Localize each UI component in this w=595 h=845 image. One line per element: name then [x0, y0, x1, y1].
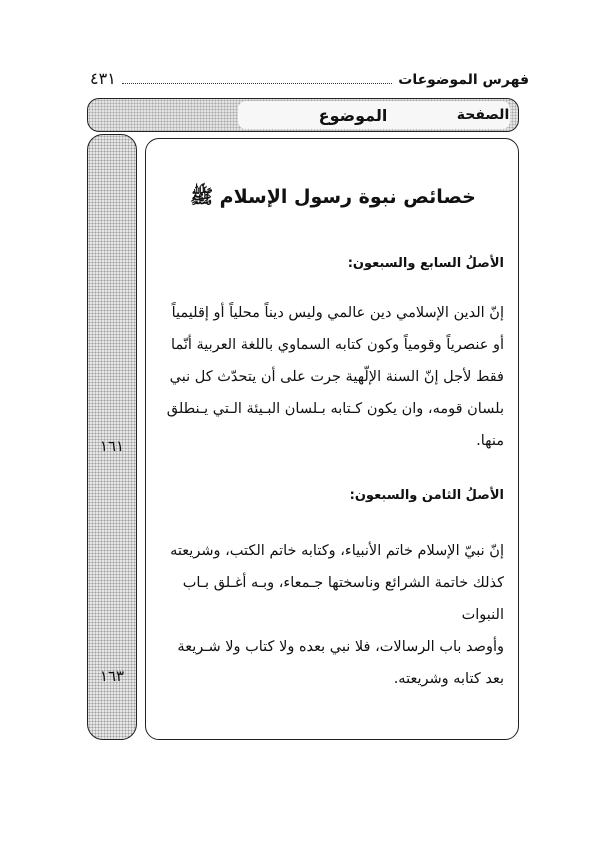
running-header-dot-leader [122, 83, 392, 84]
running-header-title: فهرس الموضوعات [398, 72, 529, 88]
section-1-heading: الأصلُ السابع والسبعون: [347, 256, 504, 271]
section-2-line: كذلك خاتمة الشرائع وناسختها جـمعاء، وبـه أغـلق بـاب [182, 575, 504, 591]
section-1-line: إنّ الدين الإسلامي دين عالمي وليس ديناً محلياً أو إقليمياً [171, 305, 504, 321]
page-ref-section-2: ١٦٣ [99, 667, 125, 685]
section-1-line: منها. [476, 433, 504, 449]
page-ref-section-1: ١٦١ [99, 437, 125, 455]
page-number-column [87, 134, 137, 740]
section-2-line: إنّ نبيّ الإسلام خاتم الأنبياء، وكتابه خاتم الكتب، وشريعته [170, 543, 504, 559]
page-column-label: الصفحة [456, 101, 510, 129]
table-header-bar [87, 98, 519, 132]
section-2-line: وأوصد باب الرسالات، فلا نبي بعده ولا كتاب ولا شـريعة [177, 639, 504, 655]
running-header-page-number: ٤٣١ [90, 69, 116, 88]
section-1-line: أو عنصرياً وقومياً وكون كتابه السماوي باللغة العربية أنّما [171, 337, 504, 353]
section-2-line: بعد كتابه وشريعته. [393, 671, 504, 687]
section-2-line: النبوات [461, 607, 504, 623]
running-header [90, 66, 529, 88]
section-1-line: بلسان قومه، وان يكون كـتابه بـلسان البـيئة الـتي يـنطلق [166, 401, 504, 417]
section-1-line: فقط لأجل إنّ السنة الإلّهية جرت على أن يتحدّث كل نبي [169, 369, 504, 385]
section-2-heading: الأصلُ الثامن والسبعون: [349, 488, 504, 503]
section-title: خصائص نبوة رسول الإسلام ﷺ [190, 186, 476, 208]
section-2-paragraph [162, 535, 504, 695]
content-box [145, 138, 519, 740]
topic-column-label: الموضوع [238, 101, 468, 129]
content-inner [162, 139, 504, 739]
section-1-paragraph [162, 297, 504, 457]
